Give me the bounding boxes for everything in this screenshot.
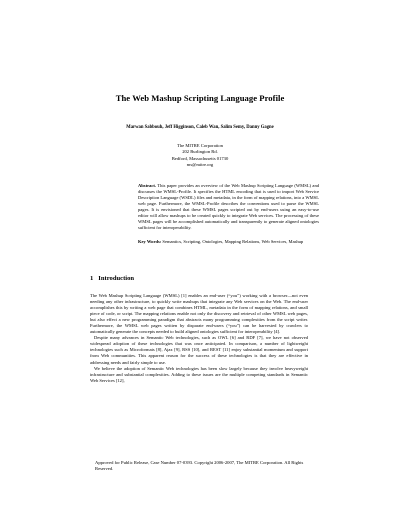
- affiliation-email: ms@mitre.org: [186, 161, 214, 167]
- keywords-label: Key Words:: [138, 239, 162, 244]
- paragraph-1: The Web Mashup Scripting Language (WMSL) [1] enables an end-user (“you”) working with a browser—not even needing any other infrastructure, to quickly write mashups that integrate any Web services on the Web. The end-user accomplishes this by writing a web page that combines HTML, metadata in the form of mapping relations, and small piece of code, or script. The mapping relations enable not only the discovery and retrieval of other WMSL web pages, but also effect a new programming paradigm that abstracts many programming complexities from the script writer. Furthermore, the WMSL web pages written by disparate end-users (“you”) can be harvested by crawlers to automatically generate the concepts needed to build aligned ontologies sufficient for interoperability [4].: [90, 293, 308, 335]
- author-list: Marwan Sabbouh, Jeff Higginson, Caleb Wan, Salim Semy, Danny Gagne: [126, 125, 274, 130]
- abstract-label: Abstract.: [138, 183, 157, 188]
- affiliation-street: 202 Burlington Rd.: [182, 149, 218, 155]
- section-title: Introduction: [98, 275, 135, 282]
- section-number: 1: [90, 275, 94, 282]
- affiliation-block: [0, 143, 400, 168]
- paragraph-2: Despite many advances in Semantic Web technologies, such as OWL [6] and RDF [7], we have not observed widespread adoption of these technologies that was once anticipated. In comparison, a number of lightweight technologies such as Microformats [8], Ajax [9], RSS [10], and REST [11] enjoy substantial momentum and support from Web communities. This apparent reason for the success of these technologies is that they are effective in addressing needs and fairly simple to use.: [90, 335, 308, 365]
- keywords: [138, 239, 319, 245]
- body-text: [90, 293, 308, 384]
- affiliation-city: Bedford, Massachusetts 01730: [171, 155, 229, 161]
- footer-note: Approved for Public Release, Case Number 07-0393. Copyright 2006-2007, The MITRE Corporation. All Rights Reserved.: [95, 460, 304, 472]
- affiliation-org: The MITRE Corporation: [177, 143, 223, 148]
- paper-title: The Web Mashup Scripting Language Profile: [115, 93, 285, 103]
- paragraph-3: We believe the adoption of Semantic Web technologies has been slow largely because they involve heavyweight infrastructure and substantial complexities. Adding to these issues are the multiple competing standards in Semantic Web Services [12],: [90, 365, 308, 383]
- abstract-text: This paper provides an overview of the Web Mashup Scripting Language (WMSL) and discusses the WMSL-Profile. It specifies the HTML encoding that is used to import Web Service Description Language (WSDL) files and metadata, in the form of mapping relations, into a WMSL web page. Furthermore, the WMSL-Profile describes the conventions used to parse the WMSL pages. It is envisioned that these WMSL pages scripted out by end-users using an easy-to-use editor will allow mashups to be created quickly to integrate Web services. The processing of these WMSL pages will be accomplished automatically and transparently to generate aligned ontologies sufficient for interoperability.: [138, 183, 319, 231]
- keywords-text: Semantics, Scripting, Ontologies, Mapping Relations, Web Services, Mashup: [161, 239, 304, 244]
- section-heading: [90, 275, 134, 282]
- abstract: [138, 183, 319, 231]
